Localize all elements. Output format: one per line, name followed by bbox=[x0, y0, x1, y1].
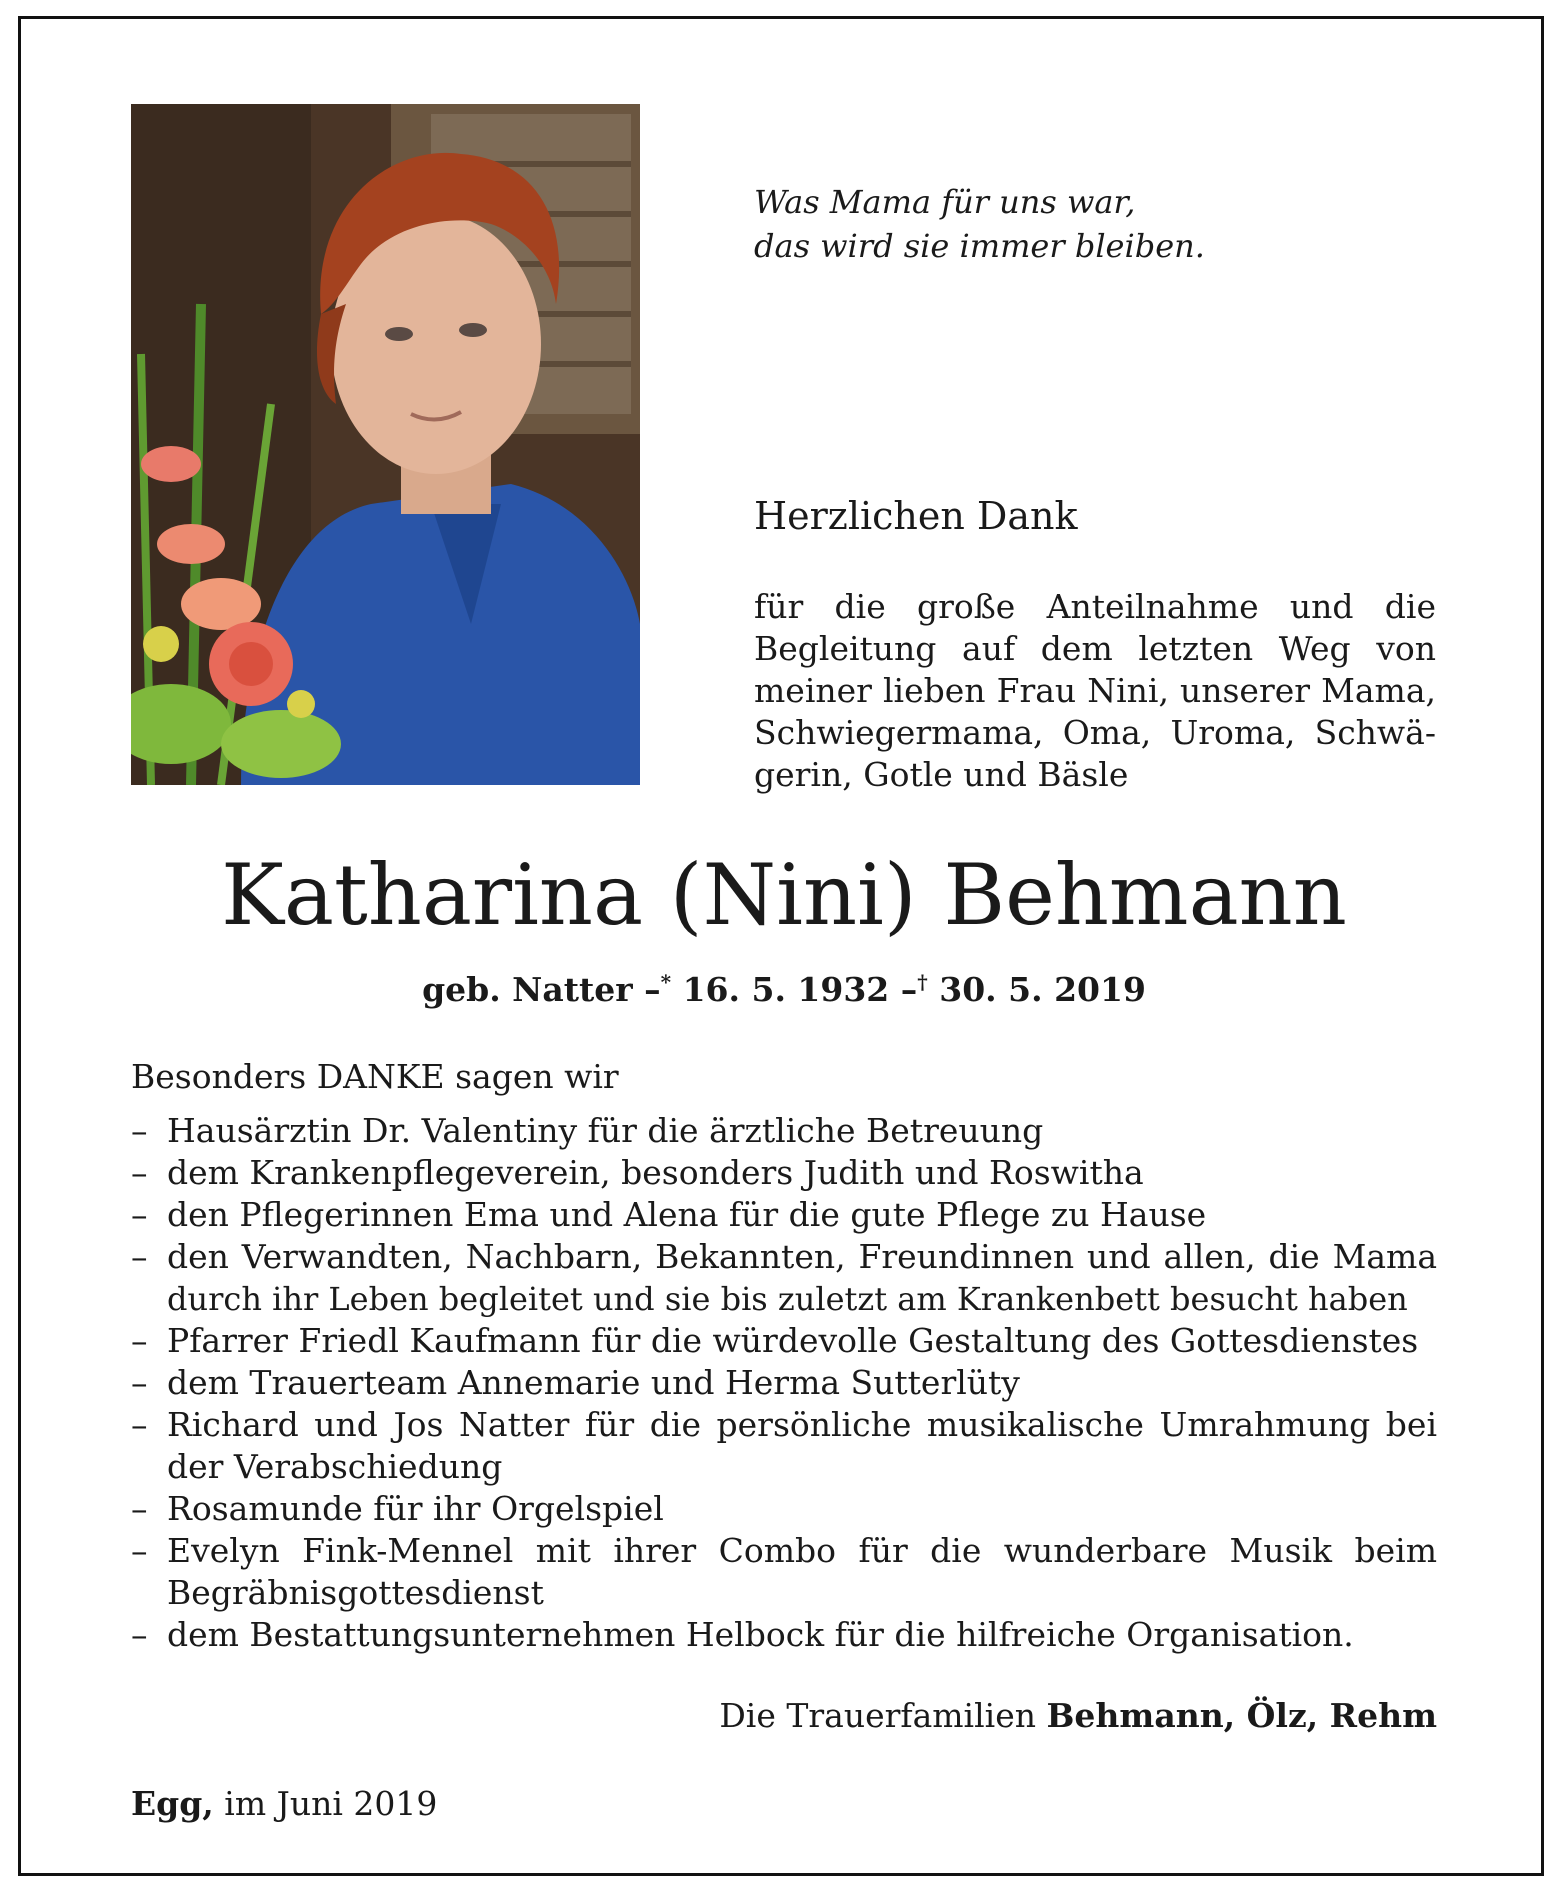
birth-date: 16. 5. 1932 bbox=[682, 970, 890, 1009]
death-symbol: † bbox=[917, 970, 928, 994]
list-item-text: der Verabschiedung bbox=[167, 1447, 503, 1486]
list-dash: – bbox=[131, 1111, 148, 1150]
list-dash: – bbox=[131, 1363, 148, 1402]
list-dash: – bbox=[131, 1195, 148, 1234]
list-item bbox=[131, 1614, 1437, 1656]
list-item bbox=[131, 1152, 1437, 1194]
list-item bbox=[131, 1236, 1437, 1320]
thanks-heading: Herzlichen Dank bbox=[754, 494, 1078, 538]
list-item bbox=[131, 1362, 1437, 1404]
list-dash: – bbox=[131, 1405, 148, 1444]
list-dash: – bbox=[131, 1489, 148, 1528]
list-item-text: Hausärztin Dr. Valentiny für die ärztliche Betreuung bbox=[167, 1111, 1044, 1150]
list-item-text: durch ihr Leben begleitet und sie bis zuletzt am Krankenbett besucht haben bbox=[167, 1280, 1408, 1318]
family-names: Behmann, Ölz, Rehm bbox=[1046, 1696, 1437, 1735]
list-item-text: den Pflegerinnen Ema und Alena für die gute Pflege zu Hause bbox=[167, 1195, 1207, 1234]
list-dash: – bbox=[131, 1237, 148, 1276]
deceased-name: Katharina (Nini) Behmann bbox=[221, 846, 1347, 944]
list-dash: – bbox=[131, 1531, 148, 1570]
thanks-line: meiner lieben Frau Nini, unserer Mama, bbox=[754, 671, 1436, 710]
thanks-line: Begleitung auf dem letzten Weg von bbox=[754, 629, 1436, 668]
list-item bbox=[131, 1320, 1437, 1362]
list-item bbox=[131, 1530, 1437, 1614]
danke-intro: Besonders DANKE sagen wir bbox=[131, 1057, 619, 1096]
list-item-text: dem Trauerteam Annemarie und Herma Sutterlüty bbox=[167, 1363, 1020, 1402]
place-date-text: im Juni 2019 bbox=[224, 1784, 438, 1823]
list-item-text: Evelyn Fink-Mennel mit ihrer Combo für die wunderbare Musik beim bbox=[167, 1531, 1437, 1570]
separator-dash: – bbox=[900, 970, 918, 1009]
death-date: 30. 5. 2019 bbox=[939, 970, 1146, 1009]
list-item-text: dem Krankenpflegeverein, besonders Judith und Roswitha bbox=[167, 1153, 1144, 1192]
thanks-list bbox=[131, 1110, 1437, 1656]
birth-name: geb. Natter bbox=[422, 970, 633, 1009]
list-item-text: den Verwandten, Nachbarn, Bekannten, Freundinnen und allen, die Mama bbox=[167, 1237, 1437, 1276]
place-town: Egg, bbox=[131, 1784, 214, 1823]
list-item bbox=[131, 1194, 1437, 1236]
list-item-text: Richard und Jos Natter für die persönliche musikalische Umrahmung bei bbox=[167, 1405, 1437, 1444]
quote-line-1: Was Mama für uns war, bbox=[754, 183, 1136, 221]
list-dash: – bbox=[131, 1153, 148, 1192]
thanks-paragraph bbox=[754, 586, 1436, 796]
list-item bbox=[131, 1404, 1437, 1488]
thanks-line: Schwiegermama, Oma, Uroma, Schwä- bbox=[754, 713, 1436, 752]
list-dash: – bbox=[131, 1615, 148, 1654]
quote-line-2: das wird sie immer bleiben. bbox=[754, 227, 1205, 265]
life-dates bbox=[0, 970, 1568, 1009]
list-item-text: Begräbnisgottesdienst bbox=[167, 1573, 544, 1612]
family-prefix: Die Trauerfamilien bbox=[719, 1696, 1037, 1735]
list-item bbox=[131, 1488, 1437, 1530]
list-item-text: dem Bestattungsunternehmen Helbock für die hilfreiche Organisation. bbox=[167, 1615, 1354, 1654]
list-item bbox=[131, 1110, 1437, 1152]
thanks-line: für die große Anteilnahme und die bbox=[754, 587, 1436, 626]
portrait-photo bbox=[131, 104, 640, 785]
list-item-text: Pfarrer Friedl Kaufmann für die würdevolle Gestaltung des Gottesdienstes bbox=[167, 1321, 1419, 1360]
place-date bbox=[131, 1784, 437, 1823]
separator-dash: – bbox=[644, 970, 661, 1009]
list-item-text: Rosamunde für ihr Orgelspiel bbox=[167, 1489, 664, 1528]
thanks-line: gerin, Gotle und Bäsle bbox=[754, 755, 1129, 794]
family-signature bbox=[719, 1696, 1437, 1735]
list-dash: – bbox=[131, 1321, 148, 1360]
birth-symbol: * bbox=[660, 970, 672, 994]
memorial-quote bbox=[754, 180, 1205, 268]
